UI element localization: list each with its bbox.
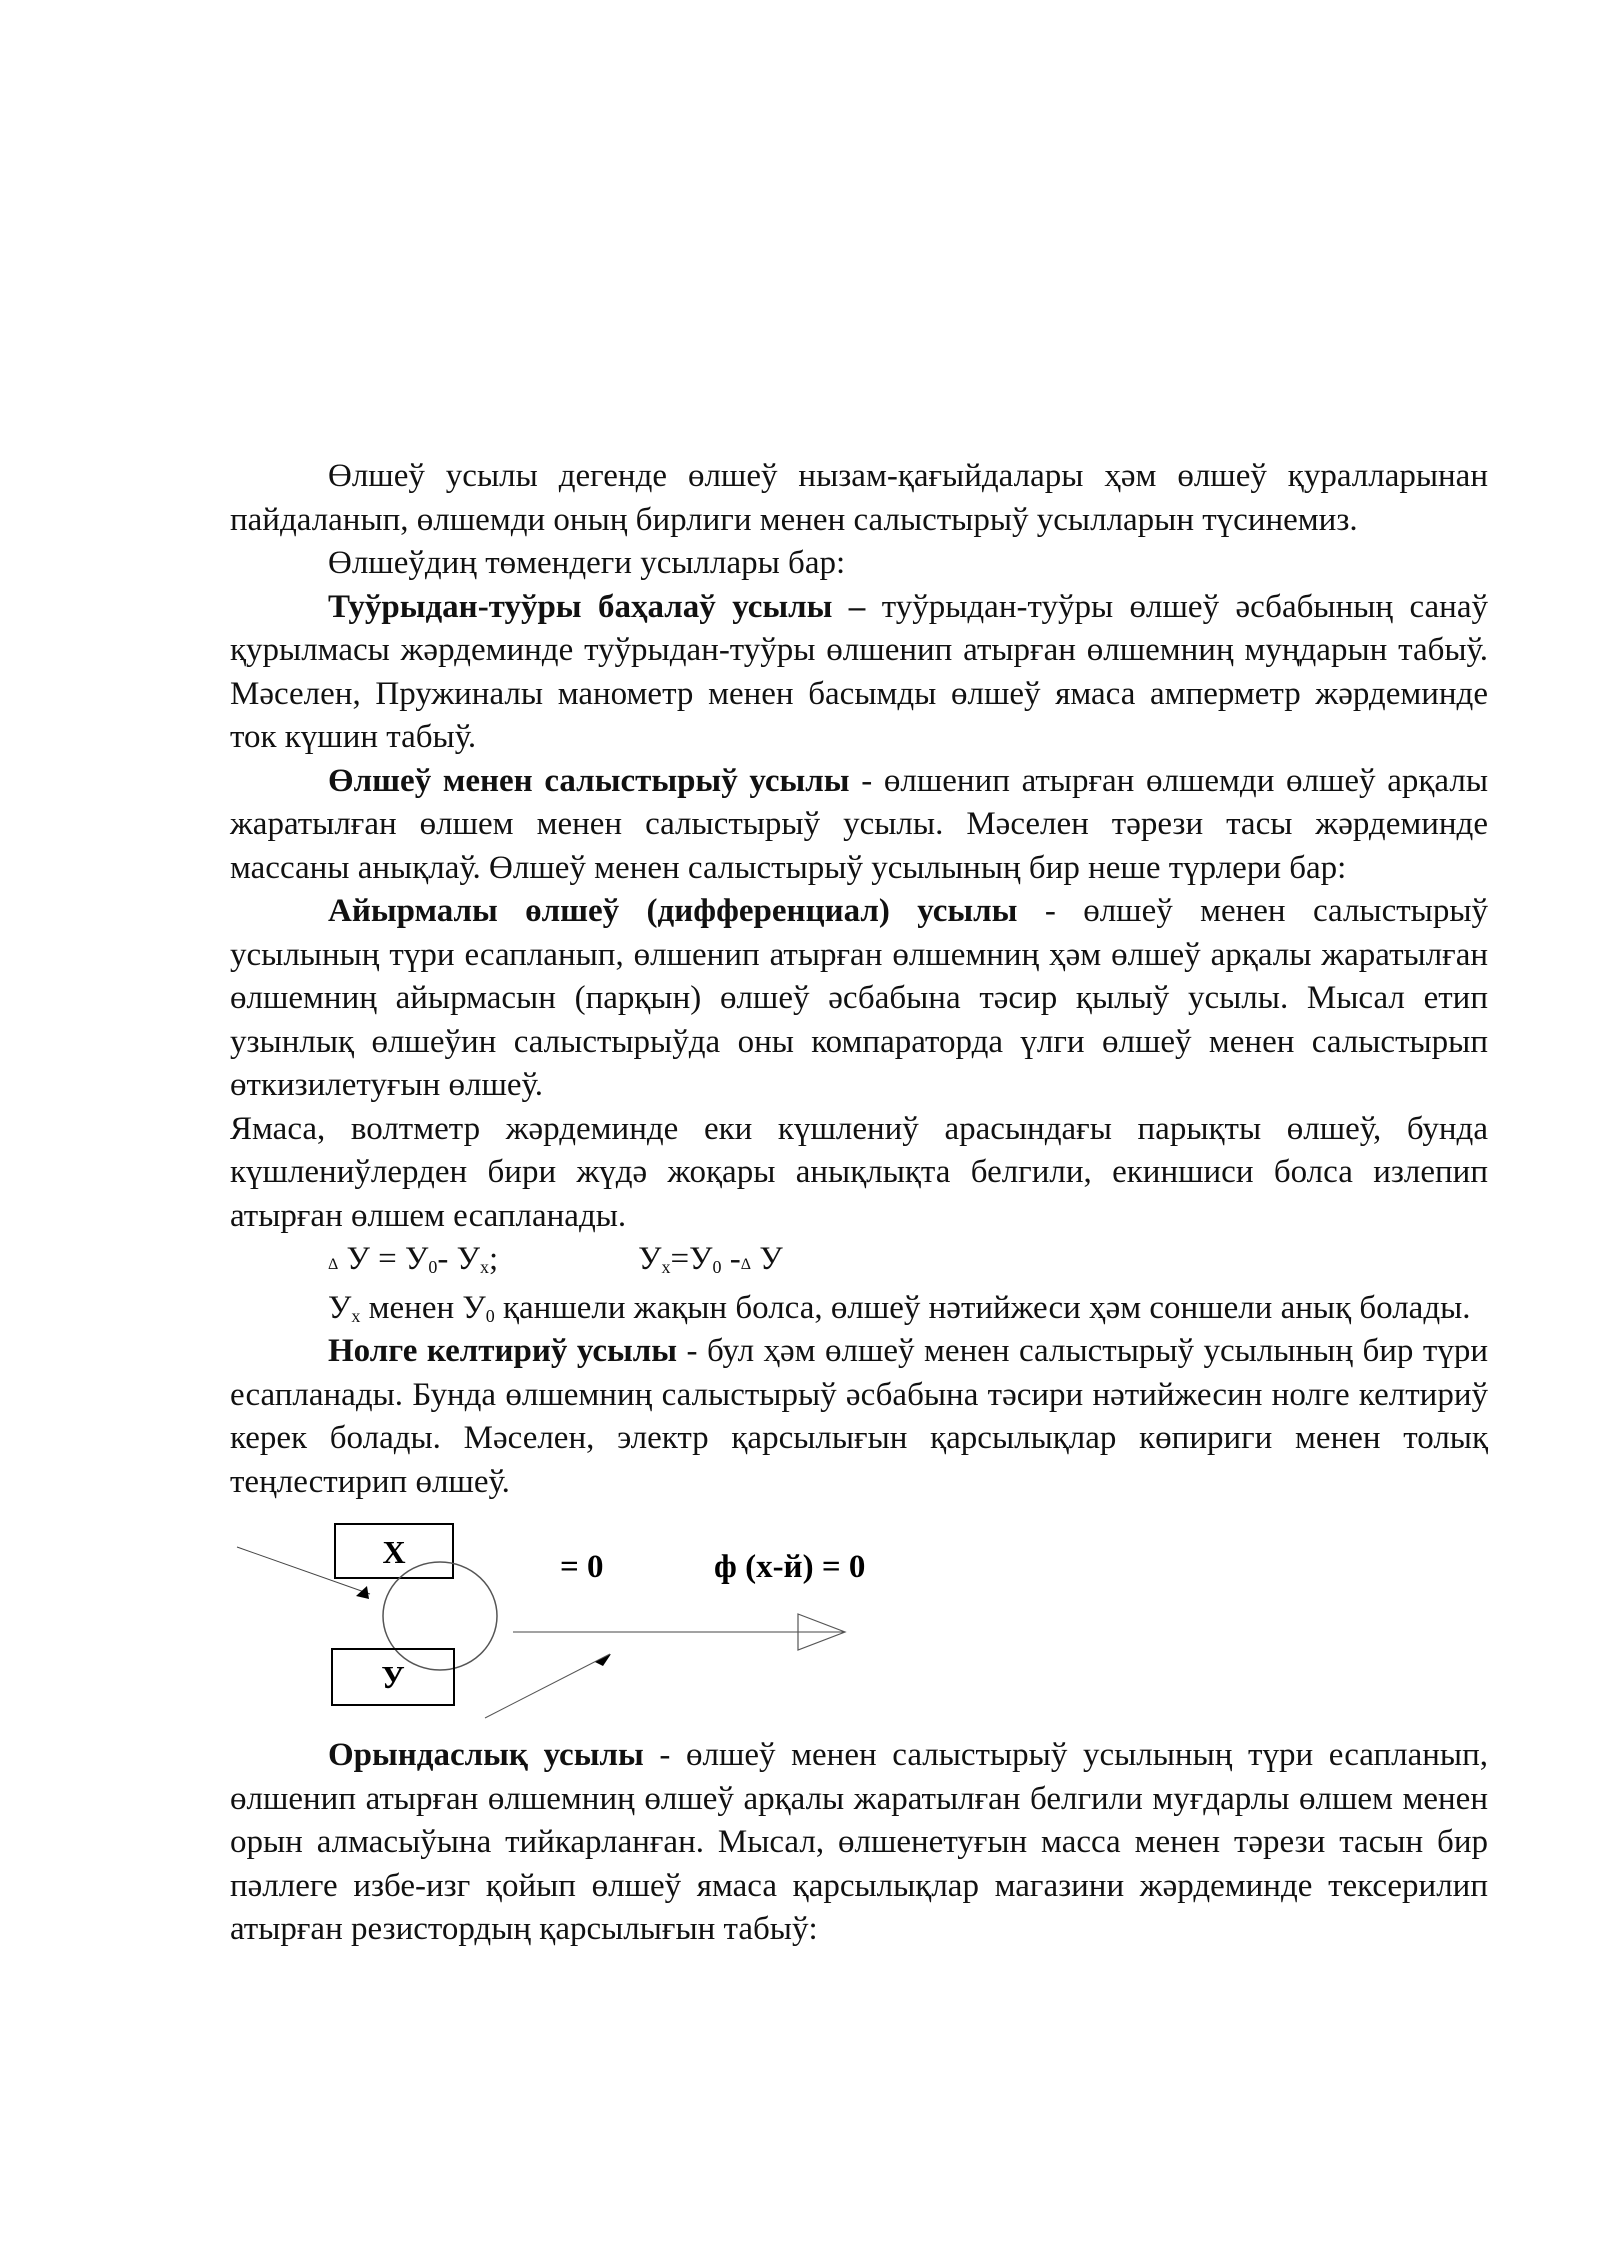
formula-line: Δ $У = У_0-$ $У_x$; $У_x=У_0$ -Δ У [328, 1241, 783, 1277]
term-substitution-method: Орындаслық усылы [328, 1737, 644, 1773]
box-x-label: X [382, 1534, 406, 1570]
arrowhead-x [356, 1586, 369, 1599]
text-null-method: - бул ҳәм өлшеў менен салыстырыў усылының бир түри есапланады. Бунда өлшемниң салыстырыў әсбабына тәсири нәтийжесин нолге келтириў керек болады. Мәселен, электр қарсылығын қарсылықлар көпириги менен толық теңлестирип өлшеў. [230, 1333, 1488, 1500]
paragraph-substitution-method [230, 1734, 1488, 1952]
term-null-method: Нолге келтириў усылы [328, 1333, 678, 1369]
input-line-y [485, 1654, 610, 1718]
paragraph-null-method [230, 1330, 1488, 1504]
function-equation: ф (х-й) = 0 [714, 1549, 866, 1585]
paragraph-methods-list: Өлшеўдиң төмендеги усыллары бар: [328, 545, 846, 581]
text-comparison-method: - өлшенип атырған өлшемди өлшеў арқалы жаратылған өлшем менен салыстырыў усылы. Мәселен тәрези тасы жәрдеминде массаны анықлаў. Өлшеў менен салыстырыў усылының бир неше түрлери бар: [230, 762, 1488, 886]
text-substitution-method: - өлшеў менен салыстырыў усылының түри есапланып, өлшенип атырған өлшемниң өлшеў арқалы жаратылған белгили муғдарлы өлшем менен орын алмасыўына тийкарланған. Мысал, өлшенетуғын масса менен тәрези тасын бир пәллеге избе-изг қойып өлшеў ямаса қарсылықлар магазини жәрдеминде тексерилип атырған резистордың қарсылығын табыў: [230, 1737, 1488, 1947]
delta-symbol: Δ [328, 1256, 339, 1273]
text-differential-method: - өлшеў менен салыстырыў усылының түри есапланып, өлшенип атырған өлшемниң ҳәм өлшеў арқалы жаратылған өлшемниң айырмасын (парқын) өлшеў әсбабына тәсир қылыў усылы. Мысал етип узынлық өлшеўин салыстырыўда оны компараторда үлги өлшеў менен салыстырып өткизилетуғын өлшеў. [230, 893, 1488, 1103]
paragraph-comparison-method [230, 760, 1488, 891]
zero-equation: = 0 [560, 1549, 604, 1585]
null-method-diagram [230, 1504, 1488, 1734]
paragraph-accuracy: $У_x$ менен $У_0$ қаншели жақын болса, өлшеў нәтийжеси ҳәм соншели анық болады. [328, 1289, 1471, 1326]
term-differential-method: Айырмалы өлшеў (дифференциал) усылы [328, 893, 1018, 929]
paragraph-direct-method [230, 586, 1488, 760]
document-body [230, 455, 1488, 1952]
paragraph-voltmeter-example: Ямаса, волтметр жәрдеминде еки күшлениў арасындағы парықты өлшеў, бунда күшлениўлерден бири жүдә жоқары анықлықта белгили, екиншиси болса излепип атырған өлшем есапланады. [230, 1110, 1488, 1234]
term-comparison-method: Өлшеў менен салыстырыў усылы [328, 762, 850, 799]
text-direct-method: туўрыдан-туўры өлшеў әсбабының санаў қурылмасы жәрдеминде туўрыдан-туўры өлшенип атырған өлшемниң муңдарын табыў. Мәселен, Пружиналы манометр менен басымды өлшеў ямаса амперметр жәрдеминде ток күшин табыў. [230, 588, 1488, 755]
diagram-svg [230, 1504, 1488, 1734]
input-line-x [237, 1547, 370, 1594]
box-y-label: У [381, 1659, 405, 1695]
paragraph-differential-method [230, 890, 1488, 1108]
term-direct-method: Туўрыдан-туўры баҳалаў усылы – [328, 588, 866, 625]
paragraph-intro: Өлшеў усылы дегенде өлшеў нызам-қағыйдалары ҳәм өлшеў қуралларынан пайдаланып, өлшемди оның бирлиги менен салыстырыў усылларын түсинемиз. [230, 458, 1488, 538]
